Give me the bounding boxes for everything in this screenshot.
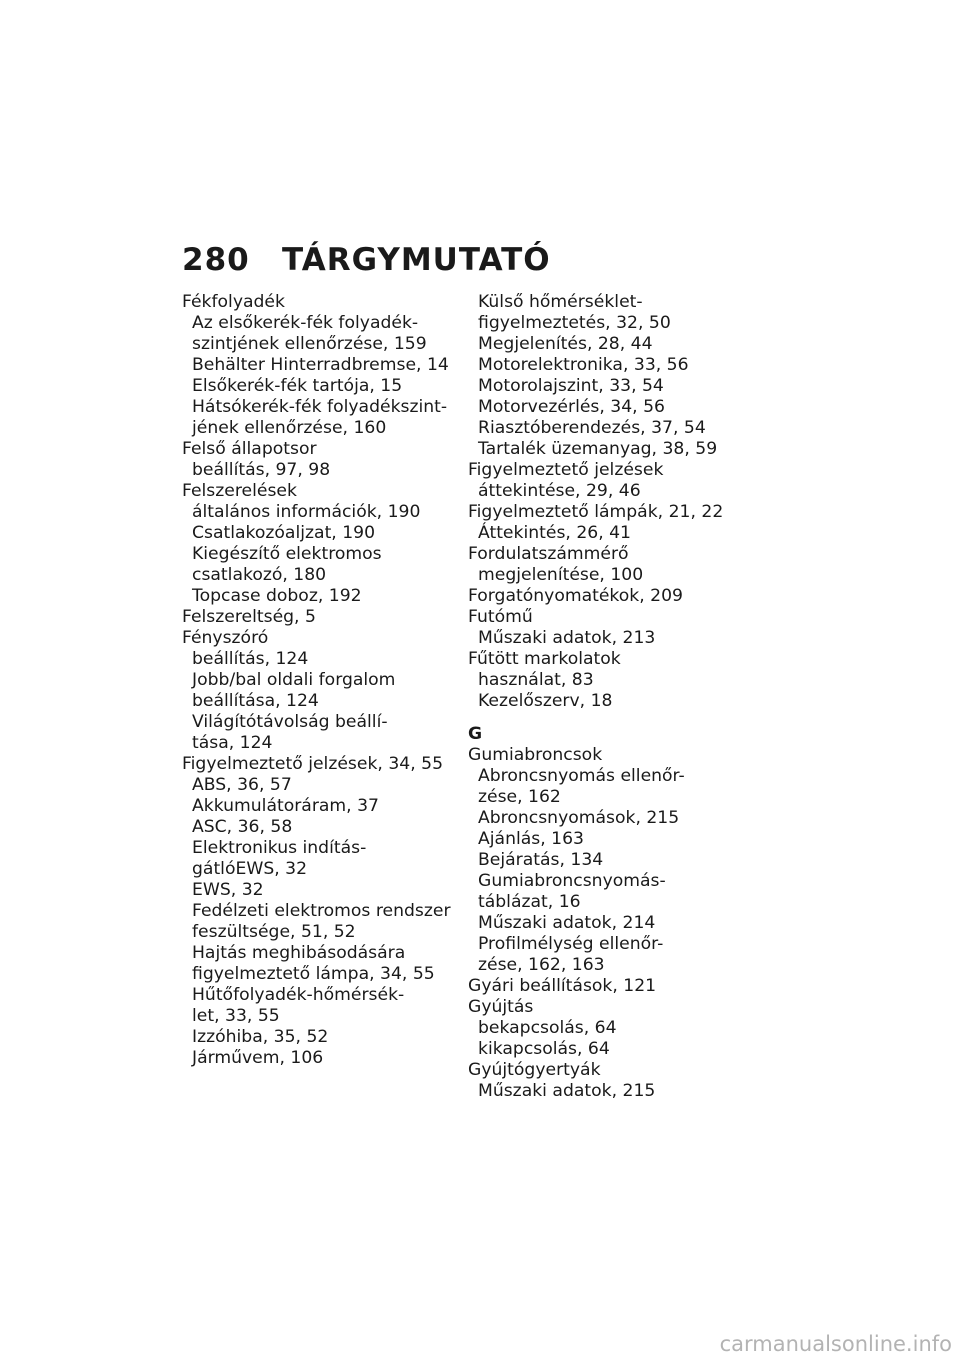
index-subentry: Motorvezérlés, 34, 56	[478, 397, 665, 417]
index-subentry: áttekintése, 29, 46	[478, 481, 641, 501]
index-subentry: Riasztóberendezés, 37, 54	[478, 418, 706, 438]
index-subentry: Műszaki adatok, 214	[478, 913, 656, 933]
index-entry: Felszerelések	[182, 481, 297, 501]
index-entry: Gyújtógyertyák	[468, 1060, 601, 1080]
index-subentry: zése, 162	[478, 787, 561, 807]
index-subentry: Hátsókerék-fék folyadékszint-	[192, 397, 448, 417]
index-subentry: bekapcsolás, 64	[478, 1018, 617, 1038]
index-subentry: csatlakozó, 180	[192, 565, 327, 585]
index-subentry: tása, 124	[192, 733, 273, 753]
index-entry: Gyári beállítások, 121	[468, 976, 657, 996]
index-subentry: kikapcsolás, 64	[478, 1039, 610, 1059]
index-subentry: ABS, 36, 57	[192, 775, 292, 795]
index-subentry: let, 33, 55	[192, 1006, 280, 1026]
index-subentry: zése, 162, 163	[478, 955, 605, 975]
index-subentry: Behälter Hinterradbremse, 14	[192, 355, 449, 375]
index-letter-heading: G	[468, 724, 483, 744]
index-subentry: Jobb/bal oldali forgalom	[192, 670, 396, 690]
index-subentry: szintjének ellenőrzése, 159	[192, 334, 427, 354]
page-number: 280	[182, 242, 250, 278]
index-subentry: Műszaki adatok, 213	[478, 628, 656, 648]
index-entry: Felszereltség, 5	[182, 607, 316, 627]
index-subentry: Topcase doboz, 192	[192, 586, 362, 606]
index-entry: Figyelmeztető jelzések	[468, 460, 664, 480]
index-subentry: Áttekintés, 26, 41	[478, 523, 631, 543]
index-subentry: feszültsége, 51, 52	[192, 922, 356, 942]
index-subentry: általános információk, 190	[192, 502, 421, 522]
index-subentry: Motorolajszint, 33, 54	[478, 376, 664, 396]
index-subentry: gátlóEWS, 32	[192, 859, 308, 879]
index-entry: Fékfolyadék	[182, 292, 285, 312]
index-entry: Gumiabroncsok	[468, 745, 603, 765]
page-header	[182, 240, 551, 280]
index-subentry: Csatlakozóaljzat, 190	[192, 523, 376, 543]
index-column-right	[468, 292, 748, 1102]
index-subentry: Elektronikus indítás-	[192, 838, 367, 858]
index-subentry: Fedélzeti elektromos rendszer	[192, 901, 451, 921]
index-subentry: Hűtőfolyadék-hőmérsék-	[192, 985, 405, 1005]
index-entry: Figyelmeztető lámpák, 21, 22	[468, 502, 724, 522]
index-entry: Fényszóró	[182, 628, 269, 648]
index-subentry: Ajánlás, 163	[478, 829, 584, 849]
index-subentry: Műszaki adatok, 215	[478, 1081, 656, 1101]
index-entry: Futómű	[468, 607, 533, 627]
index-entry: Forgatónyomatékok, 209	[468, 586, 683, 606]
index-subentry: Bejáratás, 134	[478, 850, 604, 870]
index-subentry: beállítás, 97, 98	[192, 460, 331, 480]
index-subentry: Tartalék üzemanyag, 38, 59	[478, 439, 718, 459]
index-subentry: jének ellenőrzése, 160	[192, 418, 387, 438]
index-subentry: Megjelenítés, 28, 44	[478, 334, 653, 354]
index-subentry: Járművem, 106	[192, 1048, 324, 1068]
index-subentry: Világítótávolság beállí-	[192, 712, 388, 732]
watermark: carmanualsonline.info	[719, 1332, 952, 1356]
index-entry: Fűtött markolatok	[468, 649, 621, 669]
page-title: TÁRGYMUTATÓ	[282, 242, 551, 278]
index-subentry: megjelenítése, 100	[478, 565, 644, 585]
index-column-left	[182, 292, 462, 1069]
index-subentry: Az elsőkerék-fék folyadék-	[192, 313, 419, 333]
index-subentry: beállítás, 124	[192, 649, 309, 669]
index-subentry: használat, 83	[478, 670, 594, 690]
index-subentry: Kezelőszerv, 18	[478, 691, 613, 711]
index-subentry: figyelmeztetés, 32, 50	[478, 313, 671, 333]
index-entry: Fordulatszámmérő	[468, 544, 629, 564]
index-subentry: Gumiabroncsnyomás-	[478, 871, 666, 891]
index-subentry: Izzóhiba, 35, 52	[192, 1027, 329, 1047]
index-subentry: EWS, 32	[192, 880, 264, 900]
index-subentry: Abroncsnyomások, 215	[478, 808, 680, 828]
index-subentry: Profilmélység ellenőr-	[478, 934, 664, 954]
index-subentry: figyelmeztető lámpa, 34, 55	[192, 964, 435, 984]
index-subentry: Elsőkerék-fék tartója, 15	[192, 376, 403, 396]
index-subentry: táblázat, 16	[478, 892, 581, 912]
index-entry: Figyelmeztető jelzések, 34, 55	[182, 754, 444, 774]
index-subentry: Akkumulátoráram, 37	[192, 796, 379, 816]
index-subentry: Motorelektronika, 33, 56	[478, 355, 689, 375]
index-subentry: ASC, 36, 58	[192, 817, 293, 837]
index-subentry: Kiegészítő elektromos	[192, 544, 382, 564]
index-subentry: Hajtás meghibásodására	[192, 943, 406, 963]
index-subentry: beállítása, 124	[192, 691, 319, 711]
index-entry: Gyújtás	[468, 997, 534, 1017]
index-subentry: Abroncsnyomás ellenőr-	[478, 766, 685, 786]
index-subentry: Külső hőmérséklet-	[478, 292, 643, 312]
index-entry: Felső állapotsor	[182, 439, 317, 459]
